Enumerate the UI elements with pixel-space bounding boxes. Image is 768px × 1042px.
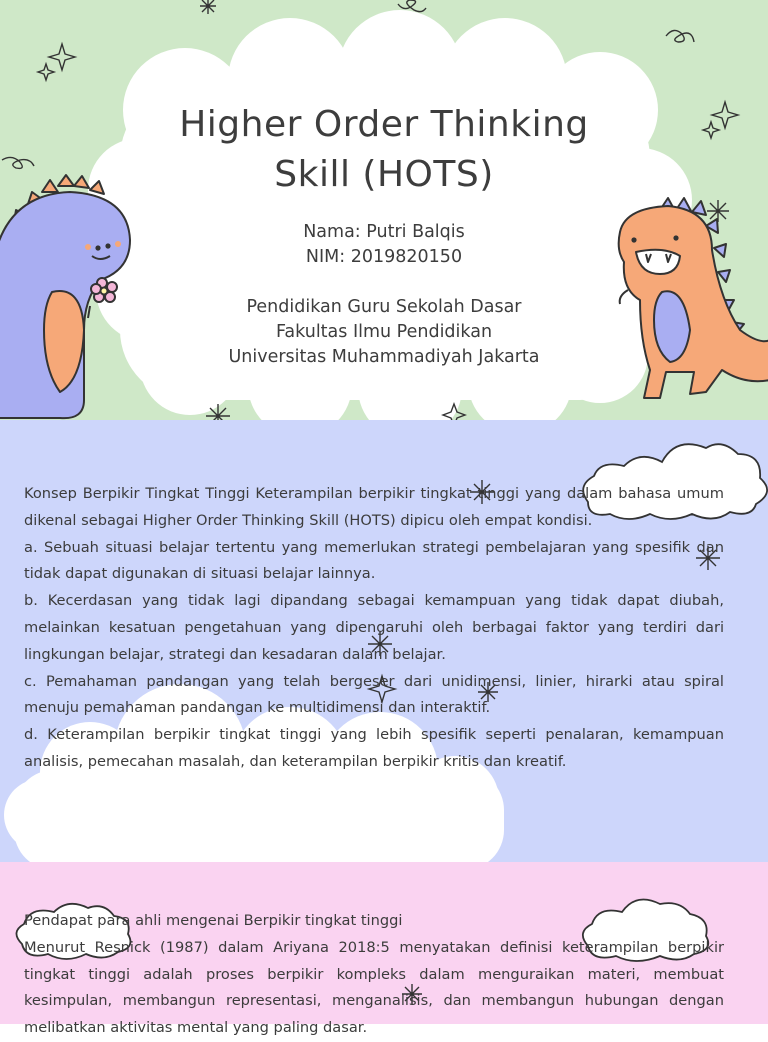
student-name: Nama: Putri Balqis bbox=[303, 222, 465, 242]
opinion-body: Menurut Resnick (1987) dalam Ariyana 2018:5 menyatakan definisi keterampilan berpikir tingkat tinggi adalah proses berpikir kompleks dalam menguraikan materi, membuat kesimpulan, membangun representasi, menganalisis, dan membangun hubungan dengan melibatkan aktivitas mental yang paling dasar. bbox=[24, 938, 724, 1037]
university-name: Universitas Muhammadiyah Jakarta bbox=[228, 347, 540, 367]
concept-text bbox=[24, 481, 724, 776]
concept-point-d: d. Keterampilan berpikir tingkat tinggi yang lebih spesifik seperti penalaran, kemampuan analisis, pemecahan masalah, dan keterampilan berpikir kritis dan kreatif. bbox=[24, 726, 724, 770]
concept-point-b: b. Kecerdasan yang tidak lagi dipandang sebagai kemampuan yang tidak dapat diubah, melainkan kesatuan pengetahuan yang dipengaruhi oleh berbagai faktor yang terdiri dari lingkungan belajar, strategi dan kesadaran dalam belajar. bbox=[24, 592, 724, 663]
opinion-heading: Pendapat para ahli mengenai Berpikir tingkat tinggi bbox=[24, 912, 403, 929]
student-nim: NIM: 2019820150 bbox=[305, 247, 463, 267]
concept-section bbox=[0, 420, 768, 862]
concept-intro: Konsep Berpikir Tingkat Tinggi Keterampilan berpikir tingkat tinggi yang dalam bahasa umum dikenal sebagai Higher Order Thinking Skill (HOTS) dipicu oleh empat kondisi. bbox=[24, 485, 724, 529]
page-title-line-1: Higher Order Thinking bbox=[179, 104, 589, 145]
concept-point-a: a. Sebuah situasi belajar tertentu yang memerlukan strategi pembelajaran yang spesifik dan tidak dapat digunakan di situasi belajar lainnya. bbox=[24, 538, 724, 583]
concept-point-c: c. Pemahaman pandangan yang telah bergeser dari unidimensi, linier, hirarki atau spiral menuju pemahaman pandangan ke multidimensi dan interaktif. bbox=[24, 672, 724, 717]
title-section bbox=[0, 0, 768, 420]
page-title-line-2: Skill (HOTS) bbox=[274, 154, 494, 195]
opinion-text bbox=[24, 908, 724, 1042]
faculty-name: Fakultas Ilmu Pendidikan bbox=[275, 322, 493, 342]
opinion-section bbox=[0, 862, 768, 1037]
study-program: Pendidikan Guru Sekolah Dasar bbox=[246, 297, 522, 317]
